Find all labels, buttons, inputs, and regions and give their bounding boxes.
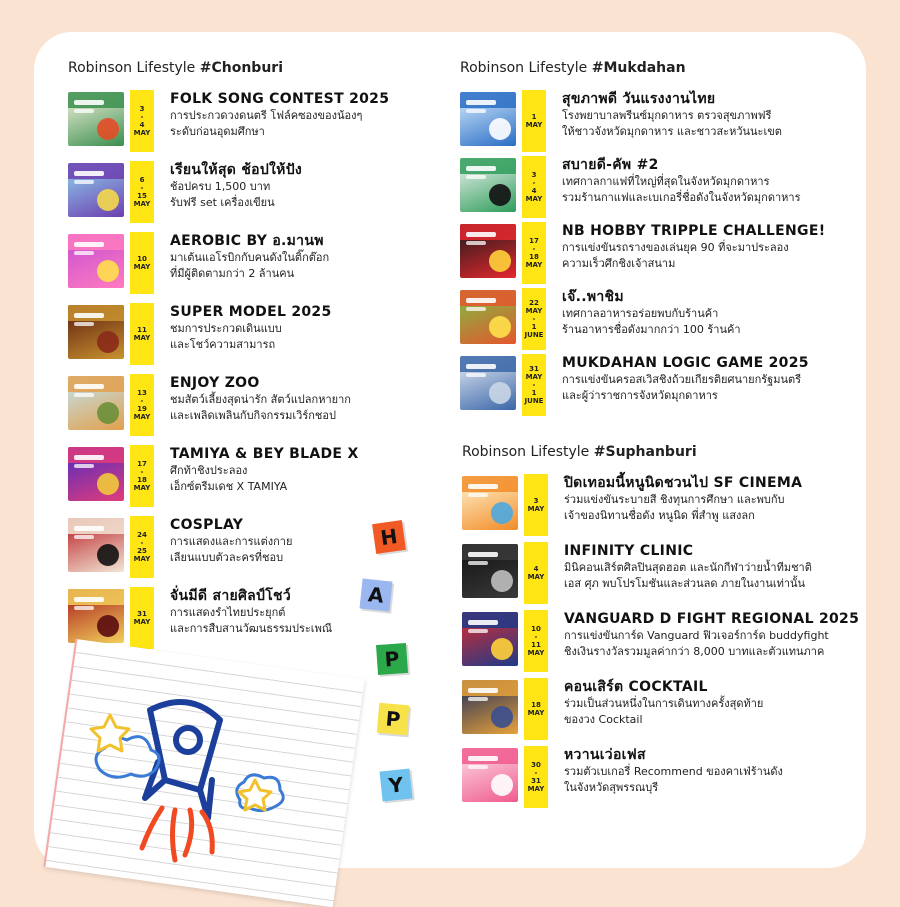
event-description: และโชว์ความสามารถ	[170, 338, 276, 351]
event-poster-thumbnail	[68, 447, 124, 501]
event-date: 18 MAY	[524, 678, 548, 740]
event-title: สบายดี-คัพ #2	[562, 157, 659, 173]
event-item	[462, 542, 862, 602]
event-date: 10 - 11 MAY	[524, 610, 548, 672]
column-title: Robinson Lifestyle #Suphanburi	[462, 444, 697, 460]
event-poster-thumbnail	[462, 612, 518, 666]
event-description: เทศกาลกาแฟที่ใหญ่ที่สุดในจังหวัดมุกดาหาร	[562, 175, 770, 188]
sticky-note-p: P	[376, 643, 408, 675]
event-poster-thumbnail	[460, 290, 516, 344]
event-title: FOLK SONG CONTEST 2025	[170, 91, 390, 107]
event-poster-thumbnail	[68, 305, 124, 359]
event-title: ปิดเทอมนี้หนูนิดชวนไป SF CINEMA	[564, 475, 803, 491]
event-description: การแสดงและการแต่งกาย	[170, 535, 293, 548]
event-description: มาเต้นแอโรบิกกับคนดังในติ๊กต๊อก	[170, 251, 330, 264]
event-poster-thumbnail	[462, 748, 518, 802]
event-description: การแสดงรำไทยประยุกต์	[170, 606, 286, 619]
event-description: ของวง Cocktail	[564, 713, 643, 726]
event-date: 22 MAY - 1 JUNE	[522, 288, 546, 350]
event-item	[462, 610, 862, 670]
event-description: การแข่งขันรถรางของเล่นยุค 90 ที่จะมาประลอง	[562, 241, 789, 254]
event-title: VANGUARD D FIGHT REGIONAL 2025	[564, 611, 860, 627]
event-poster-thumbnail	[68, 234, 124, 288]
event-date: 13 - 19 MAY	[130, 374, 154, 436]
event-description: มินิคอนเสิร์ตศิลปินสุดฮอต และนักกีฬาว่ายน้ำทีมชาติ	[564, 561, 812, 574]
event-title: จั่นมีดี สายศิลป์โชว์	[170, 588, 292, 604]
event-date: 3 - 4 MAY	[130, 90, 154, 152]
event-title: COSPLAY	[170, 517, 244, 533]
rocket-doodle-icon	[80, 680, 300, 880]
event-item	[460, 222, 860, 282]
event-poster-thumbnail	[460, 92, 516, 146]
event-poster-thumbnail	[460, 158, 516, 212]
event-description: รับฟรี set เครื่องเขียน	[170, 196, 275, 209]
event-item	[460, 288, 860, 348]
event-description: ชมสัตว์เลี้ยงสุดน่ารัก สัตว์แปลกหายาก	[170, 393, 351, 406]
event-poster-thumbnail	[68, 518, 124, 572]
event-description: ระดับก่อนอุดมศึกษา	[170, 125, 265, 138]
event-item	[68, 303, 428, 363]
event-item	[68, 445, 428, 505]
column-mukdahan	[460, 60, 860, 420]
event-date: 17 - 18 MAY	[522, 222, 546, 284]
event-title: หวานเว่อเฟส	[564, 747, 646, 763]
event-poster-thumbnail	[68, 92, 124, 146]
event-description: การแข่งขันการ์ด Vanguard ฟิวเจอร์การ์ด buddyfight	[564, 629, 829, 642]
event-item	[460, 156, 860, 216]
event-title: คอนเสิร์ต COCKTAIL	[564, 679, 708, 695]
event-date: 24 - 25 MAY	[130, 516, 154, 578]
event-item	[460, 90, 860, 150]
sticky-note-p: P	[377, 703, 410, 736]
column-suphanburi	[462, 444, 862, 804]
event-description: รวมร้านกาแฟและเบเกอรี่ชื่อดังในจังหวัดมุกดาหาร	[562, 191, 801, 204]
event-item	[462, 474, 862, 534]
event-date: 4 MAY	[524, 542, 548, 604]
event-date: 1 MAY	[522, 90, 546, 152]
event-date: 11 MAY	[130, 303, 154, 365]
event-title: AEROBIC BY อ.มานพ	[170, 233, 324, 249]
event-item	[68, 161, 428, 221]
event-title: MUKDAHAN LOGIC GAME 2025	[562, 355, 809, 371]
event-item	[462, 678, 862, 738]
event-item	[68, 374, 428, 434]
sticky-note-a: A	[360, 579, 393, 612]
event-item	[68, 90, 428, 150]
sticky-note-y: Y	[380, 769, 413, 802]
event-description: และผู้ว่าราชการจังหวัดมุกดาหาร	[562, 389, 718, 402]
event-date: 3 - 4 MAY	[522, 156, 546, 218]
event-description: เลียนแบบตัวละครที่ชอบ	[170, 551, 284, 564]
event-description: ร่วมเป็นส่วนหนึ่งในการเดินทางครั้งสุดท้าย	[564, 697, 764, 710]
event-description: รวมตัวเบเกอรี่ Recommend ของคาเฟ่ร้านดัง	[564, 765, 783, 778]
event-poster-thumbnail	[460, 356, 516, 410]
event-description: ช้อปครบ 1,500 บาท	[170, 180, 271, 193]
event-description: โรงพยาบาลพรีนซ์มุกดาหาร ตรวจสุขภาพฟรี	[562, 109, 772, 122]
event-title: สุขภาพดี วันแรงงานไทย	[562, 91, 716, 107]
column-title: Robinson Lifestyle #Mukdahan	[460, 60, 686, 76]
event-date: 31 MAY - 1 JUNE	[522, 354, 546, 416]
event-poster-thumbnail	[68, 589, 124, 643]
event-description: เจ้าของนิทานชื่อดัง หนูนิด พี่สำพู แสงลก	[564, 509, 755, 522]
event-description: ที่มีผู้ติดตามกว่า 2 ล้านคน	[170, 267, 295, 280]
event-description: ชมการประกวดเดินแบบ	[170, 322, 282, 335]
event-poster-thumbnail	[460, 224, 516, 278]
event-description: การประกวดวงดนตรี โฟล์คซองของน้องๆ	[170, 109, 363, 122]
event-description: และเพลิดเพลินกับกิจกรรมเวิร์กชอป	[170, 409, 336, 422]
event-description: ร้านอาหารชื่อดังมากกว่า 100 ร้านค้า	[562, 323, 741, 336]
event-poster-thumbnail	[68, 376, 124, 430]
event-description: และการสืบสานวัฒนธรรมประเพณี	[170, 622, 333, 635]
event-description: เอ็กซ์ตรีมเดช X TAMIYA	[170, 480, 288, 493]
event-description: ในจังหวัดสุพรรณบุรี	[564, 781, 659, 794]
event-description: ให้ชาวจังหวัดมุกดาหาร และชาวสะหวันนะเขต	[562, 125, 782, 138]
event-poster-thumbnail	[462, 476, 518, 530]
event-item	[462, 746, 862, 806]
event-title: TAMIYA & BEY BLADE X	[170, 446, 359, 462]
event-date: 3 MAY	[524, 474, 548, 536]
event-item	[460, 354, 860, 414]
column-title: Robinson Lifestyle #Chonburi	[68, 60, 283, 76]
event-title: ENJOY ZOO	[170, 375, 260, 391]
sticky-note-h: H	[372, 520, 406, 554]
event-title: เรียนให้สุด ช้อปให้ปัง	[170, 162, 303, 178]
event-description: การแข่งขันครอสเวิสชิงถ้วยเกียรติยศนายกรัฐมนตรี	[562, 373, 802, 386]
event-title: SUPER MODEL 2025	[170, 304, 332, 320]
event-description: ความเร็วศึกชิงเจ้าสนาม	[562, 257, 676, 270]
event-description: เอส ศุภ พบโปรโมชันและส่วนลด ภายในงานเท่านั้น	[564, 577, 806, 590]
event-poster-thumbnail	[462, 680, 518, 734]
event-description: ร่วมแข่งขันระบายสี ชิงทุนการศึกษา และพบกับ	[564, 493, 785, 506]
event-description: เทศกาลอาหารอร่อยพบกับร้านค้า	[562, 307, 719, 320]
event-poster-thumbnail	[68, 163, 124, 217]
event-title: NB HOBBY TRIPPLE CHALLENGE!	[562, 223, 826, 239]
event-date: 17 - 18 MAY	[130, 445, 154, 507]
event-title: เจ๊..พาชิม	[562, 289, 624, 305]
event-date: 31 MAY	[130, 587, 154, 649]
event-date: 6 - 15 MAY	[130, 161, 154, 223]
event-description: ศึกท้าชิงประลอง	[170, 464, 248, 477]
event-date: 10 MAY	[130, 232, 154, 294]
event-item	[68, 232, 428, 292]
event-date: 30 - 31 MAY	[524, 746, 548, 808]
event-poster-thumbnail	[462, 544, 518, 598]
event-description: ชิงเงินรางวัลรวมมูลค่ากว่า 8,000 บาทและตัวแทนภาค	[564, 645, 825, 658]
event-title: INFINITY CLINIC	[564, 543, 694, 559]
